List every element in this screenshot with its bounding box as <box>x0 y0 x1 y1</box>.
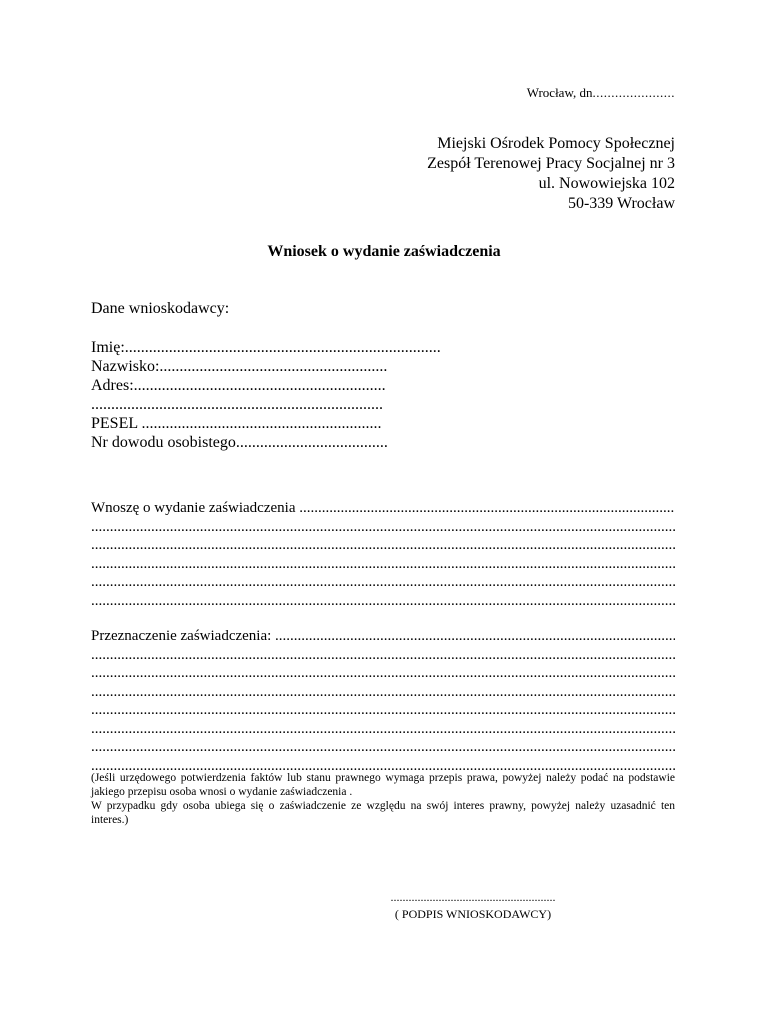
signature-caption: ( PODPIS WNIOSKODAWCY) <box>394 907 552 921</box>
purpose-line[interactable] <box>91 720 675 739</box>
purpose-line[interactable] <box>91 646 675 665</box>
request-line[interactable] <box>91 592 675 611</box>
purpose-label: Przeznaczenie zaświadczenia: <box>91 628 272 644</box>
applicant-fields <box>91 338 441 452</box>
request-label-row[interactable] <box>91 499 675 518</box>
applicant-heading: Dane wnioskodawcy: <box>91 300 230 317</box>
purpose-line[interactable] <box>91 738 675 757</box>
request-line[interactable] <box>91 518 675 537</box>
address-continuation-field[interactable]: ......................................................................... <box>91 396 383 413</box>
purpose-line[interactable] <box>91 701 675 720</box>
purpose-line[interactable] <box>91 683 675 702</box>
purpose-section <box>91 627 675 775</box>
date-field[interactable]: ...................... <box>592 85 675 100</box>
instruction-note <box>91 771 675 827</box>
request-line[interactable] <box>91 573 675 592</box>
recipient-line-1: Miejski Ośrodek Pomocy Społecznej <box>437 135 675 152</box>
recipient-line-2: Zespół Terenowej Pracy Socjalnej nr 3 <box>427 155 675 172</box>
surname-field[interactable]: Nazwisko:......................................................... <box>91 358 388 375</box>
request-section <box>91 499 675 610</box>
purpose-line[interactable] <box>91 664 675 683</box>
address-field[interactable]: Adres:............................................................... <box>91 377 386 394</box>
date-line <box>527 85 675 101</box>
note-paragraph-2: W przypadku gdy osoba ubiega się o zaświadczenie ze względu na swój interes prawny, powyżej należy uzasadnić ten interes.) <box>91 800 675 826</box>
note-paragraph-1: (Jeśli urzędowego potwierdzenia faktów lub stanu prawnego wymaga przepis prawa, powyżej należy podać na podstawie jakiego przepisu osoba wnosi o wydanie zaświadczenia . <box>91 772 675 798</box>
request-label: Wnoszę o wydanie zaświadczenia <box>91 500 296 516</box>
recipient-address <box>427 134 675 214</box>
signature-line[interactable]: ....................................................... <box>390 890 556 904</box>
recipient-line-4: 50-339 Wrocław <box>567 195 675 212</box>
request-line[interactable] <box>91 536 675 555</box>
purpose-label-row[interactable] <box>91 627 675 646</box>
document-title: Wniosek o wydanie zaświadczenia <box>267 243 501 260</box>
name-field[interactable]: Imię:............................................................................... <box>91 339 441 356</box>
request-line[interactable] <box>91 555 675 574</box>
recipient-line-3: ul. Nowowiejska 102 <box>538 175 675 192</box>
place-label: Wrocław, dn <box>526 85 593 100</box>
pesel-field[interactable]: PESEL ............................................................ <box>91 415 382 432</box>
id-card-field[interactable]: Nr dowodu osobistego...................................... <box>91 434 388 451</box>
signature-block <box>374 889 572 923</box>
